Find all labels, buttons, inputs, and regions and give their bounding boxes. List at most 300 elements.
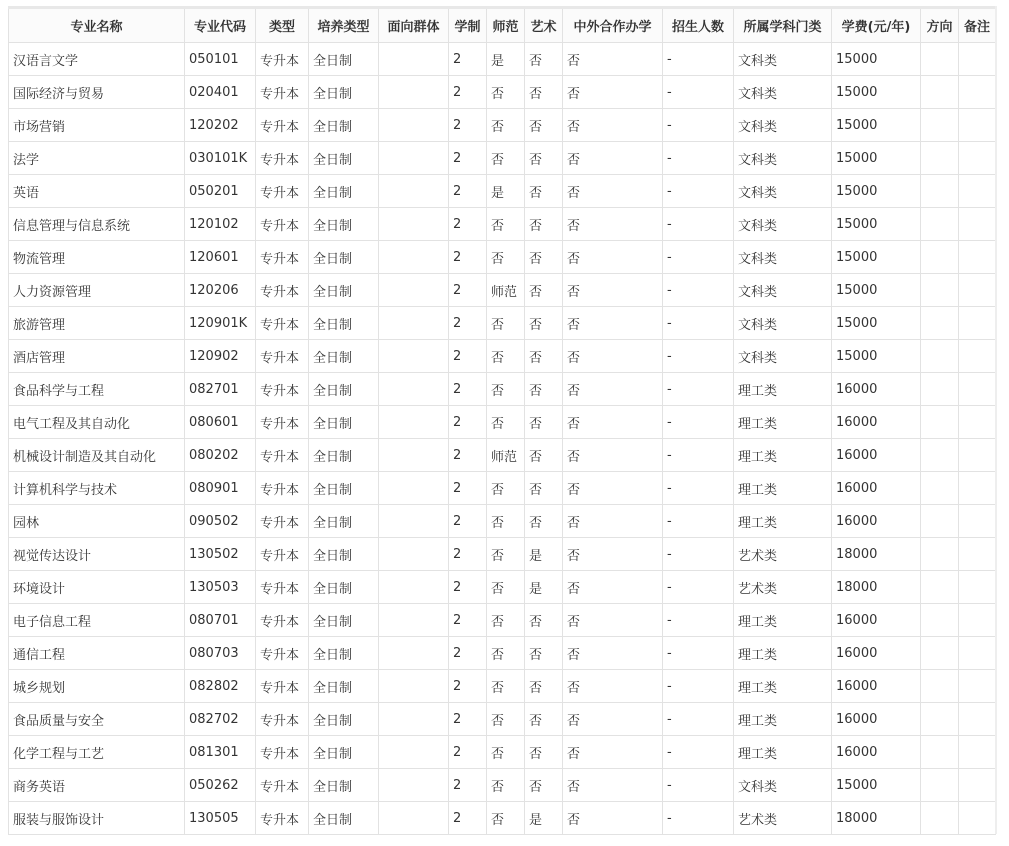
table-cell (959, 43, 996, 76)
table-cell: 文科类 (734, 274, 832, 307)
table-cell (921, 703, 959, 736)
table-cell (959, 538, 996, 571)
table-row (9, 505, 996, 538)
table-cell: - (663, 307, 734, 340)
table-cell: - (663, 736, 734, 769)
table-cell: 全日制 (309, 703, 379, 736)
table-cell (921, 406, 959, 439)
table-cell: 18000 (832, 802, 921, 835)
table-cell: - (663, 472, 734, 505)
table-cell: 2 (449, 76, 487, 109)
table-cell: 理工类 (734, 406, 832, 439)
table-cell: 否 (563, 76, 663, 109)
table-cell: 文科类 (734, 769, 832, 802)
table-cell: 商务英语 (9, 769, 185, 802)
table-cell: 艺术类 (734, 802, 832, 835)
table-cell (959, 406, 996, 439)
table-cell: 2 (449, 571, 487, 604)
table-cell: 全日制 (309, 274, 379, 307)
table-cell (959, 76, 996, 109)
column-header: 类型 (256, 8, 309, 43)
table-cell: 否 (525, 637, 563, 670)
table-cell: 120601 (185, 241, 256, 274)
column-header: 方向 (921, 8, 959, 43)
table-cell (959, 505, 996, 538)
table-cell: 理工类 (734, 472, 832, 505)
table-cell: 2 (449, 274, 487, 307)
table-cell: 国际经济与贸易 (9, 76, 185, 109)
table-cell (921, 637, 959, 670)
table-cell: 否 (563, 670, 663, 703)
table-cell (379, 769, 449, 802)
table-cell: 全日制 (309, 736, 379, 769)
table-cell: 2 (449, 406, 487, 439)
table-cell (379, 274, 449, 307)
table-cell: 否 (487, 538, 525, 571)
right-border-strip (995, 6, 997, 834)
table-cell: - (663, 538, 734, 571)
table-cell: 否 (563, 406, 663, 439)
table-cell: 否 (525, 340, 563, 373)
table-cell: 全日制 (309, 241, 379, 274)
table-cell (959, 439, 996, 472)
table-cell (959, 175, 996, 208)
table-cell: 否 (487, 208, 525, 241)
table-cell: 16000 (832, 736, 921, 769)
table-row (9, 439, 996, 472)
table-cell: 080601 (185, 406, 256, 439)
table-cell: 否 (525, 373, 563, 406)
table-cell: 否 (563, 307, 663, 340)
table-cell: 否 (487, 670, 525, 703)
table-cell: 否 (563, 472, 663, 505)
table-cell: 电气工程及其自动化 (9, 406, 185, 439)
table-cell: 全日制 (309, 637, 379, 670)
table-cell: 专升本 (256, 472, 309, 505)
table-cell: 否 (563, 637, 663, 670)
table-cell: 专升本 (256, 703, 309, 736)
table-cell: 全日制 (309, 142, 379, 175)
table-cell: 通信工程 (9, 637, 185, 670)
table-cell: 艺术类 (734, 538, 832, 571)
column-header: 学费(元/年) (832, 8, 921, 43)
table-cell: 食品科学与工程 (9, 373, 185, 406)
table-cell (379, 439, 449, 472)
table-cell: 120902 (185, 340, 256, 373)
table-cell: 否 (525, 109, 563, 142)
column-header: 招生人数 (663, 8, 734, 43)
table-cell: 全日制 (309, 604, 379, 637)
table-row (9, 802, 996, 835)
table-cell: 全日制 (309, 406, 379, 439)
table-cell: 机械设计制造及其自动化 (9, 439, 185, 472)
table-cell: 否 (487, 340, 525, 373)
table-row (9, 670, 996, 703)
table-cell: - (663, 340, 734, 373)
table-cell: 18000 (832, 538, 921, 571)
table-cell: 2 (449, 670, 487, 703)
table-cell: 文科类 (734, 175, 832, 208)
table-cell: - (663, 241, 734, 274)
table-cell (379, 76, 449, 109)
table-cell: 120202 (185, 109, 256, 142)
table-cell (921, 175, 959, 208)
table-cell: 否 (563, 571, 663, 604)
table-cell: 否 (563, 142, 663, 175)
table-cell (959, 472, 996, 505)
table-cell: 2 (449, 340, 487, 373)
table-cell: 专升本 (256, 406, 309, 439)
table-cell (379, 472, 449, 505)
table-cell (959, 307, 996, 340)
table-cell: 020401 (185, 76, 256, 109)
table-row (9, 703, 996, 736)
table-cell (959, 604, 996, 637)
table-cell: - (663, 109, 734, 142)
table-cell: 2 (449, 109, 487, 142)
table-cell (379, 505, 449, 538)
table-cell: - (663, 208, 734, 241)
table-row (9, 406, 996, 439)
table-row (9, 472, 996, 505)
table-cell: 文科类 (734, 241, 832, 274)
table-cell (921, 769, 959, 802)
table-cell: 否 (487, 571, 525, 604)
column-header: 专业代码 (185, 8, 256, 43)
table-cell: 酒店管理 (9, 340, 185, 373)
table-cell: 16000 (832, 373, 921, 406)
table-cell (379, 703, 449, 736)
table-cell (959, 703, 996, 736)
table-cell (959, 802, 996, 835)
table-cell (921, 208, 959, 241)
table-cell: 否 (487, 703, 525, 736)
table-cell: 130503 (185, 571, 256, 604)
table-cell: 15000 (832, 769, 921, 802)
table-cell (921, 472, 959, 505)
table-cell: 否 (487, 307, 525, 340)
table-row (9, 208, 996, 241)
table-cell: 城乡规划 (9, 670, 185, 703)
table-row (9, 637, 996, 670)
table-cell: 2 (449, 373, 487, 406)
table-cell: 全日制 (309, 439, 379, 472)
table-cell: 15000 (832, 274, 921, 307)
table-cell: 否 (487, 373, 525, 406)
table-cell (379, 406, 449, 439)
table-cell: - (663, 571, 734, 604)
table-cell: 全日制 (309, 340, 379, 373)
table-cell: 否 (525, 208, 563, 241)
table-cell: 16000 (832, 637, 921, 670)
table-cell: 081301 (185, 736, 256, 769)
table-cell: 2 (449, 472, 487, 505)
table-cell: 2 (449, 538, 487, 571)
table-cell: 030101K (185, 142, 256, 175)
table-cell: 专升本 (256, 604, 309, 637)
column-header: 学制 (449, 8, 487, 43)
table-cell (921, 439, 959, 472)
table-cell: 16000 (832, 670, 921, 703)
table-cell: 否 (487, 472, 525, 505)
table-cell (379, 340, 449, 373)
table-cell: 专升本 (256, 439, 309, 472)
table-cell: 15000 (832, 208, 921, 241)
table-cell (921, 43, 959, 76)
table-cell: 否 (563, 736, 663, 769)
table-cell: 否 (525, 736, 563, 769)
table-cell: 否 (487, 406, 525, 439)
table-cell (379, 670, 449, 703)
table-cell (379, 208, 449, 241)
table-cell: 全日制 (309, 472, 379, 505)
table-cell: 2 (449, 43, 487, 76)
column-header: 师范 (487, 8, 525, 43)
table-row (9, 142, 996, 175)
table-cell: 2 (449, 802, 487, 835)
table-cell: 否 (525, 241, 563, 274)
table-cell: 文科类 (734, 43, 832, 76)
table-cell: 2 (449, 505, 487, 538)
table-row (9, 241, 996, 274)
table-cell: 否 (487, 736, 525, 769)
table-cell (921, 109, 959, 142)
table-cell: 15000 (832, 175, 921, 208)
table-cell: 艺术类 (734, 571, 832, 604)
table-cell: 2 (449, 241, 487, 274)
table-cell: 否 (563, 340, 663, 373)
table-cell: 2 (449, 142, 487, 175)
table-cell: 否 (525, 505, 563, 538)
table-cell: 2 (449, 175, 487, 208)
table-cell: 082802 (185, 670, 256, 703)
table-cell: 否 (563, 109, 663, 142)
table-cell: - (663, 769, 734, 802)
table-cell: 16000 (832, 505, 921, 538)
table-cell: 050201 (185, 175, 256, 208)
table-cell: 否 (525, 703, 563, 736)
table-cell: 否 (563, 802, 663, 835)
table-cell: 否 (487, 142, 525, 175)
table-row (9, 76, 996, 109)
table-cell: 专升本 (256, 241, 309, 274)
table-cell: 理工类 (734, 439, 832, 472)
table-cell: - (663, 439, 734, 472)
table-cell: 否 (487, 769, 525, 802)
table-cell: 否 (525, 472, 563, 505)
table-cell: 2 (449, 307, 487, 340)
table-row (9, 373, 996, 406)
table-cell: 130502 (185, 538, 256, 571)
table-cell (959, 340, 996, 373)
table-cell: 2 (449, 703, 487, 736)
table-cell: 082702 (185, 703, 256, 736)
table-cell: 视觉传达设计 (9, 538, 185, 571)
table-cell (379, 604, 449, 637)
table-cell: 否 (563, 43, 663, 76)
table-cell: 否 (525, 406, 563, 439)
majors-table-container (8, 6, 995, 835)
table-cell: 16000 (832, 439, 921, 472)
table-cell (379, 175, 449, 208)
table-cell: 是 (525, 802, 563, 835)
column-header: 艺术 (525, 8, 563, 43)
table-cell: 是 (525, 538, 563, 571)
table-cell: 080701 (185, 604, 256, 637)
column-header: 所属学科门类 (734, 8, 832, 43)
table-cell: 专升本 (256, 802, 309, 835)
table-cell: 否 (563, 769, 663, 802)
table-row (9, 109, 996, 142)
column-header: 面向群体 (379, 8, 449, 43)
table-cell: 080901 (185, 472, 256, 505)
table-cell: 050101 (185, 43, 256, 76)
table-cell: 2 (449, 637, 487, 670)
table-row (9, 43, 996, 76)
table-cell: 否 (563, 538, 663, 571)
table-cell: 计算机科学与技术 (9, 472, 185, 505)
table-cell: 否 (487, 505, 525, 538)
table-cell: 理工类 (734, 373, 832, 406)
table-cell: 否 (487, 637, 525, 670)
table-cell: 否 (525, 76, 563, 109)
table-cell (921, 307, 959, 340)
table-cell: 否 (525, 670, 563, 703)
column-header: 中外合作办学 (563, 8, 663, 43)
table-cell (959, 142, 996, 175)
table-cell: 专升本 (256, 769, 309, 802)
table-cell: 全日制 (309, 505, 379, 538)
table-cell (379, 373, 449, 406)
table-cell: 16000 (832, 472, 921, 505)
table-cell: 全日制 (309, 769, 379, 802)
table-cell (921, 241, 959, 274)
table-row (9, 307, 996, 340)
table-cell: - (663, 802, 734, 835)
table-cell (379, 571, 449, 604)
table-cell: 否 (487, 802, 525, 835)
table-cell: 2 (449, 439, 487, 472)
table-cell: 理工类 (734, 670, 832, 703)
table-cell (379, 241, 449, 274)
table-cell: 是 (487, 43, 525, 76)
table-cell (921, 373, 959, 406)
column-header: 备注 (959, 8, 996, 43)
table-cell: 市场营销 (9, 109, 185, 142)
table-cell: 化学工程与工艺 (9, 736, 185, 769)
table-cell: 15000 (832, 109, 921, 142)
table-cell: 理工类 (734, 604, 832, 637)
table-cell: 环境设计 (9, 571, 185, 604)
table-cell: 全日制 (309, 373, 379, 406)
table-cell: 否 (487, 604, 525, 637)
table-cell: 全日制 (309, 109, 379, 142)
table-body (9, 43, 996, 835)
table-cell: 师范 (487, 274, 525, 307)
table-cell (921, 142, 959, 175)
table-cell: - (663, 76, 734, 109)
table-row (9, 769, 996, 802)
table-cell: 人力资源管理 (9, 274, 185, 307)
table-cell: 专升本 (256, 208, 309, 241)
table-cell: 园林 (9, 505, 185, 538)
table-cell: 理工类 (734, 736, 832, 769)
table-cell: 专升本 (256, 109, 309, 142)
table-cell: 15000 (832, 76, 921, 109)
table-cell: 15000 (832, 142, 921, 175)
table-cell: 否 (563, 373, 663, 406)
table-cell (379, 802, 449, 835)
table-cell: 否 (563, 604, 663, 637)
table-cell: 120901K (185, 307, 256, 340)
table-cell (959, 637, 996, 670)
table-cell: 专升本 (256, 142, 309, 175)
table-cell (959, 241, 996, 274)
majors-table (8, 6, 996, 835)
table-row (9, 538, 996, 571)
table-cell: 否 (563, 703, 663, 736)
column-header: 专业名称 (9, 8, 185, 43)
table-cell: 否 (487, 241, 525, 274)
table-cell: 是 (487, 175, 525, 208)
table-cell: 否 (563, 274, 663, 307)
table-cell: 英语 (9, 175, 185, 208)
table-cell: - (663, 142, 734, 175)
table-cell (921, 505, 959, 538)
table-cell: 文科类 (734, 142, 832, 175)
table-cell: 信息管理与信息系统 (9, 208, 185, 241)
table-cell (921, 340, 959, 373)
table-cell: 否 (487, 109, 525, 142)
table-cell: 专升本 (256, 736, 309, 769)
table-cell: 080202 (185, 439, 256, 472)
table-cell: 汉语言文学 (9, 43, 185, 76)
table-row (9, 340, 996, 373)
table-cell: 旅游管理 (9, 307, 185, 340)
table-cell: 否 (525, 142, 563, 175)
table-cell: 否 (563, 208, 663, 241)
table-cell: 理工类 (734, 505, 832, 538)
table-cell: 文科类 (734, 109, 832, 142)
table-cell: 16000 (832, 604, 921, 637)
table-cell: 食品质量与安全 (9, 703, 185, 736)
table-cell (379, 637, 449, 670)
table-cell: 是 (525, 571, 563, 604)
table-cell: 否 (563, 505, 663, 538)
table-cell (959, 373, 996, 406)
table-cell (379, 109, 449, 142)
table-cell: 全日制 (309, 76, 379, 109)
table-cell: 专升本 (256, 637, 309, 670)
table-cell: 否 (525, 604, 563, 637)
table-cell: 全日制 (309, 802, 379, 835)
table-cell: 130505 (185, 802, 256, 835)
table-cell: - (663, 505, 734, 538)
table-cell (959, 208, 996, 241)
table-cell: 050262 (185, 769, 256, 802)
table-cell: 否 (525, 769, 563, 802)
table-cell: 否 (563, 241, 663, 274)
table-cell: 2 (449, 604, 487, 637)
table-cell (921, 604, 959, 637)
table-cell: 2 (449, 208, 487, 241)
table-cell: 全日制 (309, 175, 379, 208)
table-cell: 文科类 (734, 307, 832, 340)
table-cell: 090502 (185, 505, 256, 538)
table-cell: 理工类 (734, 703, 832, 736)
table-cell (921, 736, 959, 769)
table-cell: - (663, 703, 734, 736)
